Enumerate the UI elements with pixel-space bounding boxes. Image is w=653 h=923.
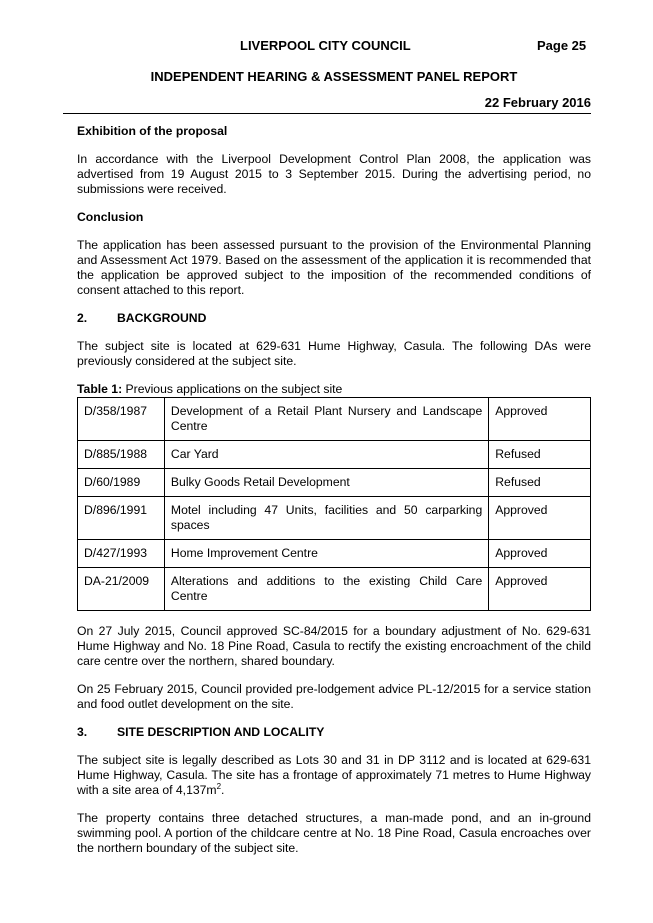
table-row	[78, 469, 591, 497]
pre-lodgement-paragraph: On 25 February 2015, Council provided pre-lodgement advice PL-12/2015 for a service station and food outlet development on the site.	[77, 682, 591, 711]
da-number-cell: D/60/1989	[78, 469, 165, 497]
section-number: 2.	[77, 311, 88, 325]
section-3-heading	[77, 725, 591, 740]
header-divider	[63, 113, 591, 114]
status-cell: Approved	[489, 398, 591, 441]
section-title: SITE DESCRIPTION AND LOCALITY	[117, 725, 325, 739]
status-cell: Approved	[489, 540, 591, 568]
status-cell: Approved	[489, 497, 591, 540]
report-title: INDEPENDENT HEARING & ASSESSMENT PANEL REPORT	[150, 69, 518, 84]
table-row	[78, 441, 591, 469]
page-number: Page 25	[537, 38, 587, 53]
applications-table	[77, 397, 591, 611]
table-caption-label: Table 1:	[77, 382, 123, 396]
section-title: BACKGROUND	[117, 311, 207, 325]
report-title-row	[0, 69, 653, 84]
description-cell: Bulky Goods Retail Development	[164, 469, 488, 497]
table-row	[78, 497, 591, 540]
site-paragraph-end: .	[221, 783, 225, 797]
property-paragraph: The property contains three detached structures, a man-made pond, and an in-ground swimming pool. A portion of the childcare centre at No. 18 Pine Road, Casula encroaches over the northern boundary of the subject site.	[77, 811, 591, 855]
da-number-cell: D/427/1993	[78, 540, 165, 568]
description-cell: Development of a Retail Plant Nursery and Landscape Centre	[164, 398, 488, 441]
description-cell: Motel including 47 Units, facilities and 50 carparking spaces	[164, 497, 488, 540]
description-cell: Car Yard	[164, 441, 488, 469]
document-body	[77, 124, 591, 856]
conclusion-heading: Conclusion	[77, 210, 144, 224]
table-row	[78, 540, 591, 568]
boundary-adjustment-paragraph: On 27 July 2015, Council approved SC-84/2015 for a boundary adjustment of No. 629-631 Hume Highway and No. 18 Pine Road, Casula to rectify the existing encroachment of the child care centre over the northern, shared boundary.	[77, 624, 591, 668]
description-cell: Alterations and additions to the existing Child Care Centre	[164, 568, 488, 611]
background-paragraph: The subject site is located at 629-631 Hume Highway, Casula. The following DAs were previously considered at the subject site.	[77, 339, 591, 368]
da-number-cell: D/896/1991	[78, 497, 165, 540]
table-caption	[77, 382, 591, 397]
table-row	[78, 568, 591, 611]
da-number-cell: D/885/1988	[78, 441, 165, 469]
exhibition-heading: Exhibition of the proposal	[77, 124, 228, 138]
table-caption-text: Previous applications on the subject site	[122, 382, 343, 396]
status-cell: Approved	[489, 568, 591, 611]
site-description-paragraph	[77, 753, 591, 798]
exhibition-paragraph: In accordance with the Liverpool Development Control Plan 2008, the application was advertised from 19 August 2015 to 3 September 2015. During the advertising period, no submissions were received.	[77, 152, 591, 196]
description-cell: Home Improvement Centre	[164, 540, 488, 568]
site-paragraph-text: The subject site is legally described as Lots 30 and 31 in DP 3112 and is located at 629-631 Hume Highway, Casula. The site has a frontage of approximately 71 metres to Hume Highway with a site area of 4,137m	[77, 753, 591, 797]
section-number: 3.	[77, 725, 88, 739]
table-row	[78, 398, 591, 441]
section-2-heading	[77, 311, 591, 326]
conclusion-paragraph: The application has been assessed pursuant to the provision of the Environmental Planning and Assessment Act 1979. Based on the assessment of the application it is recommended that the application be approved subject to the imposition of the recommended conditions of consent attached to this report.	[77, 238, 591, 297]
superscript: 2	[216, 781, 222, 791]
status-cell: Refused	[489, 469, 591, 497]
da-number-cell: D/358/1987	[78, 398, 165, 441]
report-date: 22 February 2016	[484, 95, 591, 110]
status-cell: Refused	[489, 441, 591, 469]
council-name: LIVERPOOL CITY COUNCIL	[240, 38, 411, 53]
da-number-cell: DA-21/2009	[78, 568, 165, 611]
